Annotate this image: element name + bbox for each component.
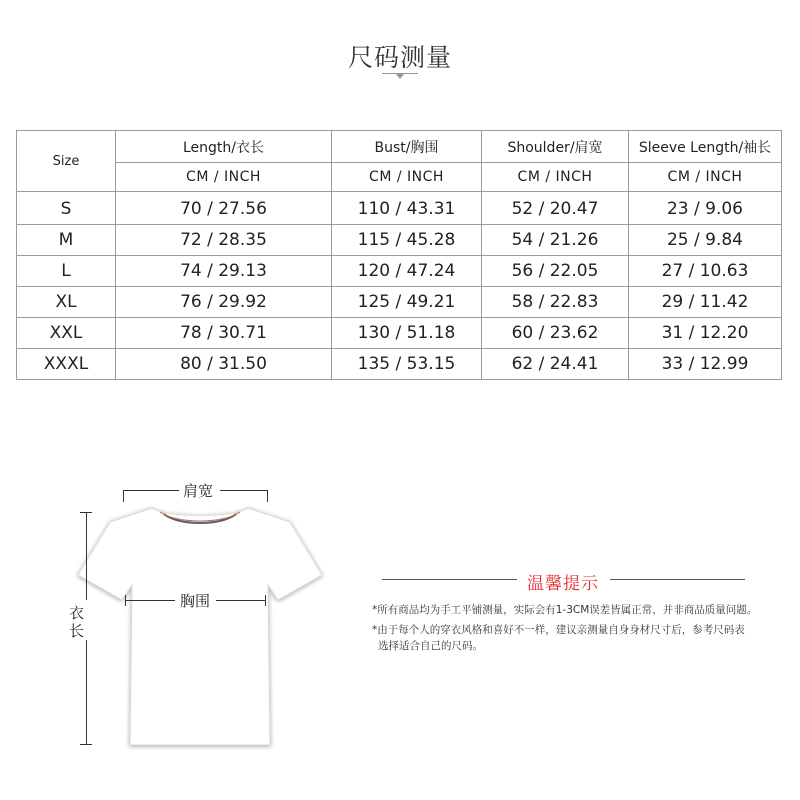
shoulder-cell: 56 / 22.05 <box>482 256 629 287</box>
shoulder-dimension-tick <box>267 490 268 502</box>
bust-cell: 110 / 43.31 <box>332 192 482 225</box>
shoulder-cell: 60 / 23.62 <box>482 318 629 349</box>
size-cell: XXXL <box>17 349 116 380</box>
bust-cell: 130 / 51.18 <box>332 318 482 349</box>
size-cell: S <box>17 192 116 225</box>
bust-cell: 125 / 49.21 <box>332 287 482 318</box>
sleeve-column-header: Sleeve Length/袖长 <box>629 131 782 163</box>
chest-dimension-tick <box>265 595 266 606</box>
tips-divider-left <box>382 579 517 580</box>
length-cell: 70 / 27.56 <box>116 192 332 225</box>
length-column-header: Length/衣长 <box>116 131 332 163</box>
table-row <box>17 349 782 380</box>
sleeve-cell: 33 / 12.99 <box>629 349 782 380</box>
tshirt-shape <box>78 508 322 745</box>
title-underline <box>382 73 418 74</box>
tip-line-1: *所有商品均为手工平铺测量，实际会有1-3CM误差皆属正常，并非商品质量问题。 <box>372 604 758 616</box>
unit-label: CM / INCH <box>332 163 482 192</box>
shoulder-dimension-tick <box>123 490 124 502</box>
length-dimension-line <box>86 640 87 744</box>
unit-label: CM / INCH <box>116 163 332 192</box>
sleeve-cell: 25 / 9.84 <box>629 225 782 256</box>
bust-cell: 135 / 53.15 <box>332 349 482 380</box>
bust-cell: 115 / 45.28 <box>332 225 482 256</box>
shoulder-cell: 58 / 22.83 <box>482 287 629 318</box>
table-row <box>17 192 782 225</box>
shoulder-dimension-line <box>123 490 179 491</box>
tip-line-3: 选择适合自己的尺码。 <box>378 640 483 652</box>
shoulder-cell: 54 / 21.26 <box>482 225 629 256</box>
size-chart-table <box>16 130 782 380</box>
length-cell: 80 / 31.50 <box>116 349 332 380</box>
table-row <box>17 318 782 349</box>
sleeve-cell: 23 / 9.06 <box>629 192 782 225</box>
tips-divider-right <box>610 579 745 580</box>
length-dimension-line <box>86 512 87 600</box>
shoulder-label: 肩宽 <box>183 482 214 500</box>
chest-dimension-line <box>216 600 266 601</box>
chest-dimension-line <box>125 600 175 601</box>
length-dimension-tick <box>80 744 92 745</box>
size-cell: M <box>17 225 116 256</box>
sleeve-cell: 29 / 11.42 <box>629 287 782 318</box>
shoulder-dimension-line <box>220 490 268 491</box>
length-cell: 78 / 30.71 <box>116 318 332 349</box>
tips-title: 温馨提示 <box>527 574 599 594</box>
length-label-top: 衣 <box>69 604 85 622</box>
shoulder-column-header: Shoulder/肩宽 <box>482 131 629 163</box>
size-cell: XXL <box>17 318 116 349</box>
table-row <box>17 225 782 256</box>
page-title: 尺码测量 <box>347 43 452 72</box>
length-cell: 76 / 29.92 <box>116 287 332 318</box>
table-row <box>17 287 782 318</box>
bust-cell: 120 / 47.24 <box>332 256 482 287</box>
shoulder-cell: 62 / 24.41 <box>482 349 629 380</box>
chest-dimension-tick <box>125 595 126 606</box>
size-cell: L <box>17 256 116 287</box>
table-row <box>17 256 782 287</box>
tip-line-2: *由于每个人的穿衣风格和喜好不一样，建议亲测量自身身材尺寸后，参考尺码表 <box>372 624 745 636</box>
tshirt-diagram <box>60 470 340 760</box>
shoulder-cell: 52 / 20.47 <box>482 192 629 225</box>
chest-label: 胸围 <box>180 592 211 610</box>
length-label-bottom: 长 <box>69 622 85 640</box>
bust-column-header: Bust/胸围 <box>332 131 482 163</box>
sleeve-cell: 31 / 12.20 <box>629 318 782 349</box>
size-column-header: Size <box>17 131 116 192</box>
length-dimension-tick <box>80 512 92 513</box>
length-cell: 74 / 29.13 <box>116 256 332 287</box>
unit-label: CM / INCH <box>482 163 629 192</box>
size-cell: XL <box>17 287 116 318</box>
length-cell: 72 / 28.35 <box>116 225 332 256</box>
unit-label: CM / INCH <box>629 163 782 192</box>
sleeve-cell: 27 / 10.63 <box>629 256 782 287</box>
